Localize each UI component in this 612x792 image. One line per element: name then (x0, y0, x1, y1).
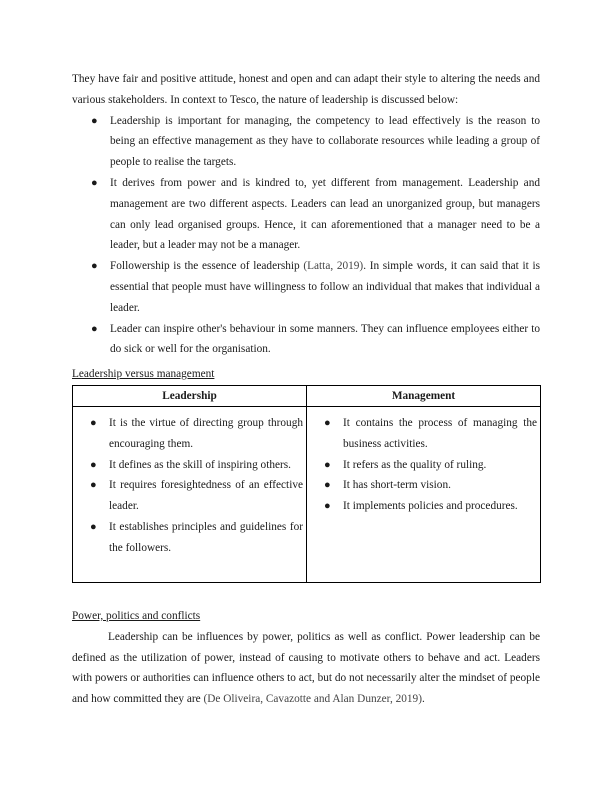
list-item (307, 496, 537, 517)
list-item-text: It has short-term vision. (343, 479, 451, 492)
bullet-icon: ● (324, 500, 331, 513)
list-item (73, 517, 303, 559)
list-item-text-before: Followership is the essence of leadership (110, 260, 304, 273)
list-item-text: It contains the process of managing the business activities. (343, 416, 537, 450)
citation: (Latta, 2019) (303, 260, 364, 273)
paragraph-end: . (421, 693, 425, 706)
list-item-text-after: . In simple words, it can said that it is essential that people must have willingness to follow an individual that makes that individual a leader. (110, 260, 540, 314)
paragraph-text: Leadership can be influences by power, politics as well as conflict. Power leadership can be defined as the utilization of power, instead of causing to motivate others to behave and act. Leaders with powers or authorities can influence others to act, but do not necessarily alter the mindset of people and how committed they are (72, 630, 540, 706)
list-item-text: It defines as the skill of inspiring others. (109, 458, 291, 471)
intro-paragraph: They have fair and positive attitude, honest and open and can adapt their style to altering the needs and various stakeholders. In context to Tesco, the nature of leadership is discussed below: (72, 73, 540, 106)
list-item-text: It derives from power and is kindred to, yet different from management. Leadership and management are two different aspects. Leaders can lead an unorganized group, but managers can only lead organised groups. Hence, it can aforementioned that a manager need to be a leader, but a leader may not be a manager. (110, 176, 540, 252)
tesco-leadership-list (72, 111, 540, 361)
comparison-table (72, 385, 541, 583)
column-header-management: Management (307, 385, 541, 406)
bullet-icon: ● (91, 260, 98, 273)
management-list (307, 413, 537, 517)
list-item-text: Leadership is important for managing, the competency to lead effectively is the reason to being an effective management as they have to collaborate resources while leading a group of people to realise the targets. (110, 114, 540, 169)
list-item (72, 111, 540, 173)
list-item-text: It implements policies and procedures. (343, 500, 518, 513)
section-heading: Power, politics and conflicts (72, 609, 201, 622)
list-item (73, 413, 303, 455)
list-item (73, 455, 303, 476)
management-cell (307, 406, 541, 582)
bullet-icon: ● (90, 458, 97, 471)
bullet-icon: ● (90, 416, 97, 429)
table-heading: Leadership versus management (72, 368, 215, 381)
bullet-icon: ● (91, 176, 98, 189)
bullet-icon: ● (91, 322, 98, 335)
bullet-icon: ● (324, 416, 331, 429)
leadership-list (73, 413, 303, 559)
bullet-icon: ● (324, 458, 331, 471)
list-item (72, 256, 540, 318)
list-item-text: It refers as the quality of ruling. (343, 458, 487, 471)
list-item (72, 173, 540, 256)
citation: (De Oliveira, Cavazotte and Alan Dunzer, 2019) (203, 693, 422, 706)
list-item-text: It requires foresightedness of an effective leader. (109, 479, 303, 513)
bullet-icon: ● (90, 520, 97, 533)
bullet-icon: ● (90, 479, 97, 492)
leadership-cell (73, 406, 307, 582)
table-header-row (73, 385, 541, 406)
list-item (307, 475, 537, 496)
section-paragraph (72, 627, 540, 710)
list-item (72, 319, 540, 361)
bullet-icon: ● (324, 479, 331, 492)
list-item-text: Leader can inspire other's behaviour in some manners. They can influence employees either to do sick or well for the organisation. (110, 322, 540, 356)
document-page (72, 69, 540, 710)
list-item-text: It is the virtue of directing group through encouraging them. (109, 416, 303, 450)
column-header-leadership: Leadership (73, 385, 307, 406)
bullet-icon: ● (91, 114, 98, 127)
list-item (307, 455, 537, 476)
list-item (73, 475, 303, 517)
list-item-text: It establishes principles and guidelines for the followers. (109, 520, 303, 554)
list-item (307, 413, 537, 455)
table-row (73, 406, 541, 582)
